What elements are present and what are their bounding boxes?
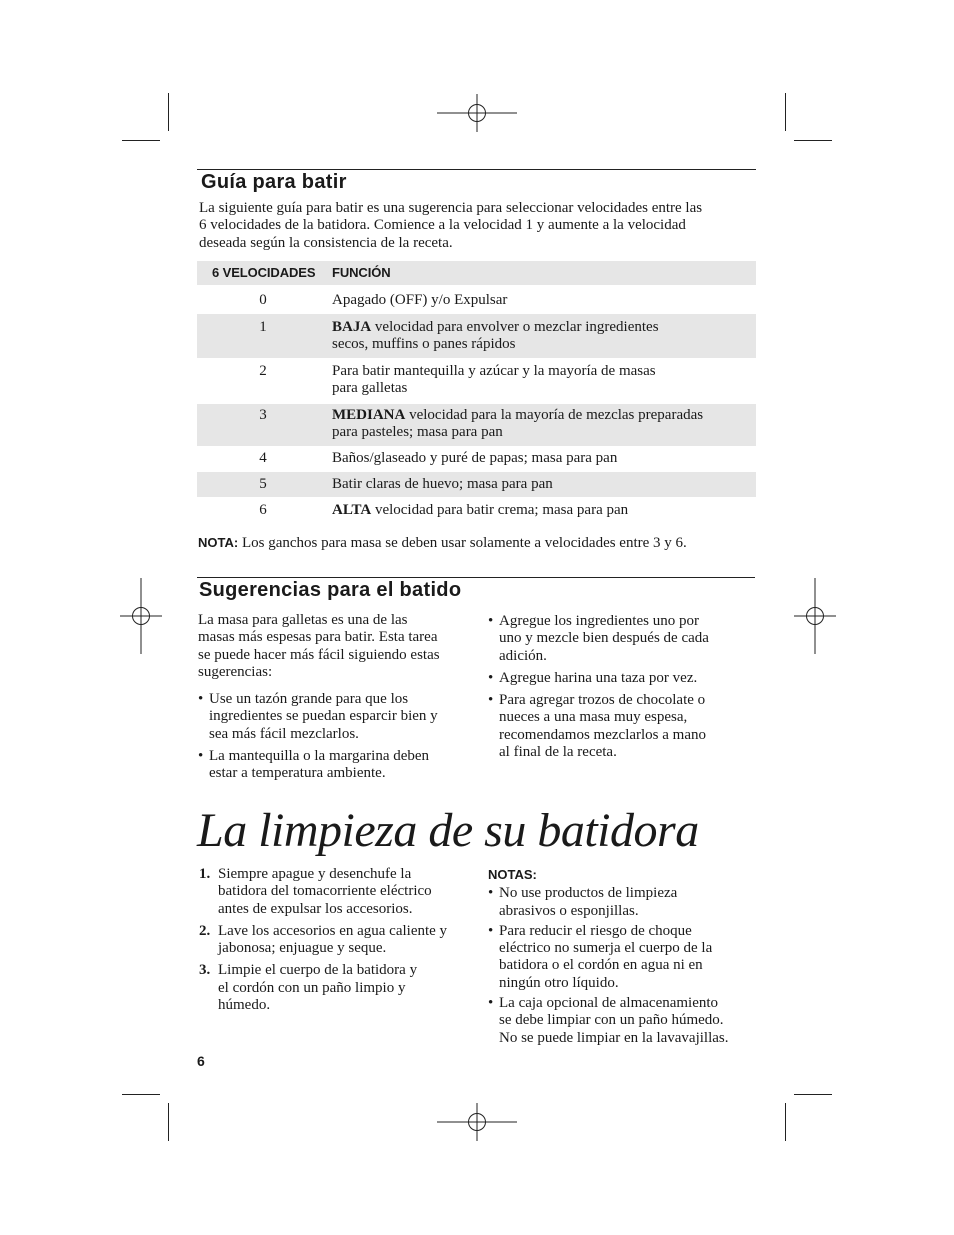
notes-label: NOTAS: [488,867,537,882]
table-row: 5 Batir claras de huevo; masa para pan [197,472,756,497]
list-item: • Agregue harina una taza por vez. [488,670,758,687]
crop-mark [794,1094,832,1095]
table-row: 1 BAJA velocidad para envolver o mezclar ingredientes secos, muffins o panes rápidos [197,314,756,358]
intro-paragraph: La siguiente guía para batir es una sugerencia para seleccionar velocidades entre las 6 velocidades de la batidora. Comience a la velocidad 1 y aumente a la velocidad deseada según la consistencia de la receta. [199,200,703,251]
crop-mark [122,140,160,141]
speed-column-header: 6 VELOCIDADES [212,265,316,280]
crop-mark [122,1094,160,1095]
list-item: • Use un tazón grande para que los ingredientes se puedan esparcir bien y sea más fácil mezclarlos. [198,691,473,743]
page-title: La limpieza de su batidora [197,804,699,857]
list-item: • Para agregar trozos de chocolate o nueces a una masa muy espesa, recomendamos mezclarlos a mano al final de la receta. [488,692,758,761]
cleaning-notes [488,866,763,1052]
function-column-header: FUNCIÓN [332,265,391,280]
crop-mark [168,1103,169,1141]
registration-mark-icon [437,1101,517,1143]
section-heading: Sugerencias para el batido [199,579,462,601]
list-item: • Para reducir el riesgo de choque eléctrico no sumerja el cuerpo de la batidora o el cordón en agua ni en ningún otro líquido. [488,923,763,992]
crop-mark [794,140,832,141]
crop-mark [785,93,786,131]
section-rule [197,169,756,170]
list-item: • La mantequilla o la margarina deben estar a temperatura ambiente. [198,748,473,783]
tips-left-column [198,612,473,788]
section-heading: Guía para batir [201,171,347,193]
registration-mark-icon [437,92,517,134]
speed-note: NOTA: Los ganchos para masa se deben usar solamente a velocidades entre 3 y 6. [198,535,687,551]
table-row: 6 ALTA velocidad para batir crema; masa para pan [259,502,629,518]
registration-mark-icon [794,578,836,654]
table-row: 0 Apagado (OFF) y/o Expulsar [259,292,508,308]
tips-right-column [488,613,758,766]
list-item: 1. Siempre apague y desenchufe la batidora del tomacorriente eléctrico antes de expulsar los accesorios. [199,866,432,917]
crop-mark [168,93,169,131]
table-row: 2 Para batir mantequilla y azúcar y la mayoría de masas para galletas [259,363,656,397]
table-row: 4 Baños/glaseado y puré de papas; masa para pan [259,450,618,466]
list-item: 2. Lave los accesorios en agua caliente y jabonosa; enjuague y seque. [199,922,448,957]
page-number: 6 [197,1053,205,1069]
cleaning-steps [199,866,474,1019]
list-item: • No use productos de limpieza abrasivos o esponjillas. [488,885,763,920]
list-item: 3. Limpie el cuerpo de la batidora y el cordón con un paño limpio y húmedo. [199,962,418,1014]
crop-mark [785,1103,786,1141]
section-rule [197,577,755,578]
registration-mark-icon [120,578,162,654]
list-item: • Agregue los ingredientes uno por uno y mezcle bien después de cada adición. [488,613,758,665]
list-item: • La caja opcional de almacenamiento se debe limpiar con un paño húmedo. No se puede limpiar en la lavavajillas. [488,995,763,1047]
tips-intro: La masa para galletas es una de las masas más espesas para batir. Esta tarea se puede hacer más fácil siguiendo estas sugerencias: [198,612,440,680]
table-row: 3 MEDIANA velocidad para la mayoría de mezclas preparadas para pasteles; masa para pan [197,404,756,446]
speed-table-header [197,261,756,285]
note-label: NOTA: [198,535,239,550]
